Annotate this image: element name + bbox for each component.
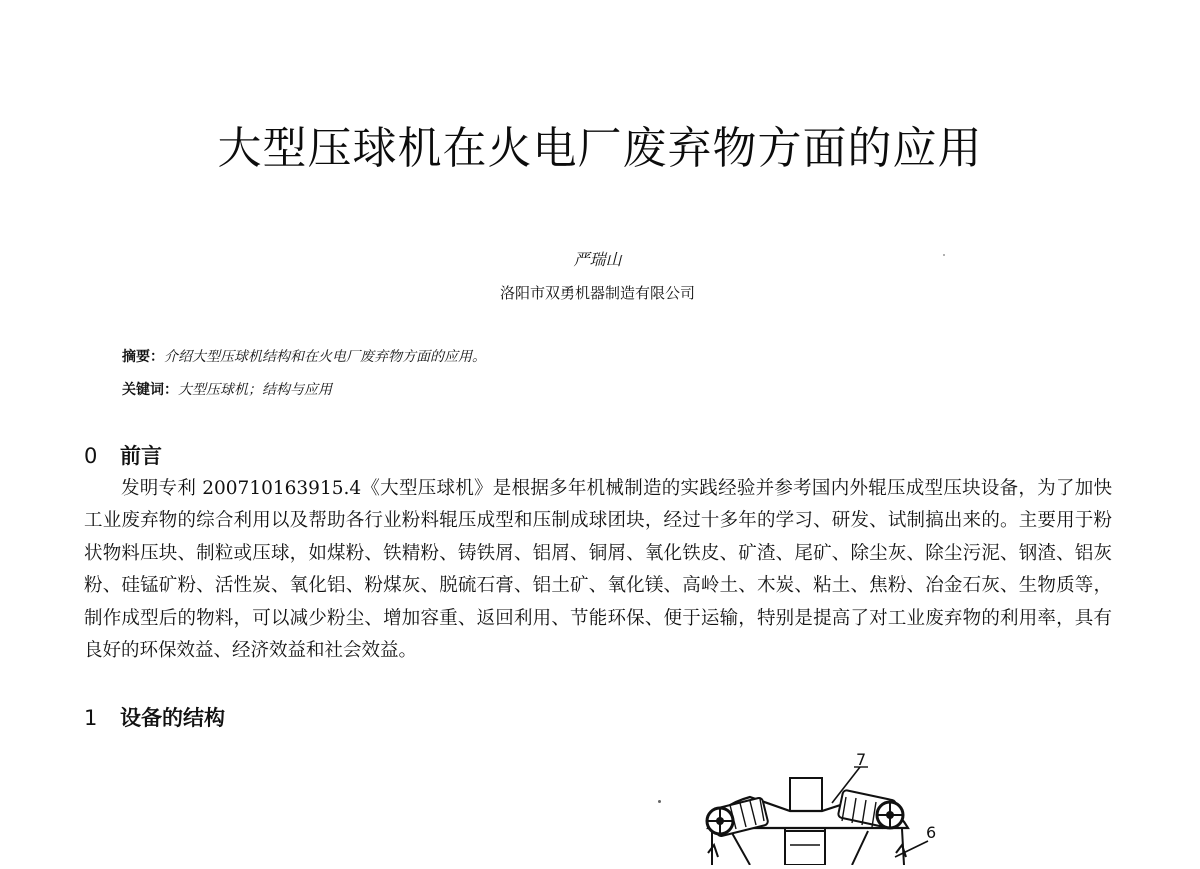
ball-press-machine-drawing [690, 745, 960, 865]
keywords-text: 大型压球机；结构与应用 [178, 382, 332, 398]
scan-speck [943, 254, 945, 256]
author-affiliation: 洛阳市双勇机器制造有限公司 [499, 284, 695, 302]
machine-figure [690, 745, 960, 865]
section-number: 0 [84, 444, 98, 468]
author-name: 严瑞山 [573, 250, 622, 269]
section-title: 设备的结构 [120, 706, 225, 730]
section-title: 前言 [120, 444, 162, 468]
figure-label-7: 7 [856, 750, 867, 769]
section-heading-structure [84, 702, 225, 732]
preface-paragraph: 发明专利 200710163915.4《大型压球机》是根据多年机械制造的实践经验并参考国内外辊压成型压块设备，为了加快工业废弃物的综合利用以及帮助各行业粉料辊压成型和压制成球团块，经过十多年的学习、研发、试制搞出来的。主要用于粉状物料压块、制粒或压球，如煤粉、铁精粉、铸铁屑、铝屑、铜屑、氧化铁皮、矿渣、尾矿、除尘灰、除尘污泥、钢渣、铝灰粉、硅锰矿粉、活性炭、氧化铝、粉煤灰、脱硫石膏、铝土矿、氧化镁、高岭土、木炭、粘土、焦粉、冶金石灰、生物质等，制作成型后的物料，可以减少粉尘、增加容重、返回利用、节能环保、便于运输，特别是提高了对工业废弃物的利用率，具有良好的环保效益、经济效益和社会效益。 [84, 478, 1112, 662]
abstract [122, 346, 486, 366]
roller-housing [785, 831, 825, 865]
keywords-label: 关键词： [122, 382, 178, 398]
figure-label-6: 6 [926, 823, 937, 842]
scan-speck [658, 800, 661, 803]
abstract-text: 介绍大型压球机结构和在火电厂废弃物方面的应用。 [164, 349, 486, 365]
section-heading-preface [84, 440, 162, 470]
keywords [122, 379, 332, 399]
left-wheel [707, 808, 733, 834]
section-number: 1 [84, 706, 98, 730]
paper-title: 大型压球机在火电厂废弃物方面的应用 [217, 123, 983, 174]
right-wheel [877, 802, 903, 828]
abstract-label: 摘要： [122, 349, 164, 365]
central-hopper [790, 778, 822, 812]
